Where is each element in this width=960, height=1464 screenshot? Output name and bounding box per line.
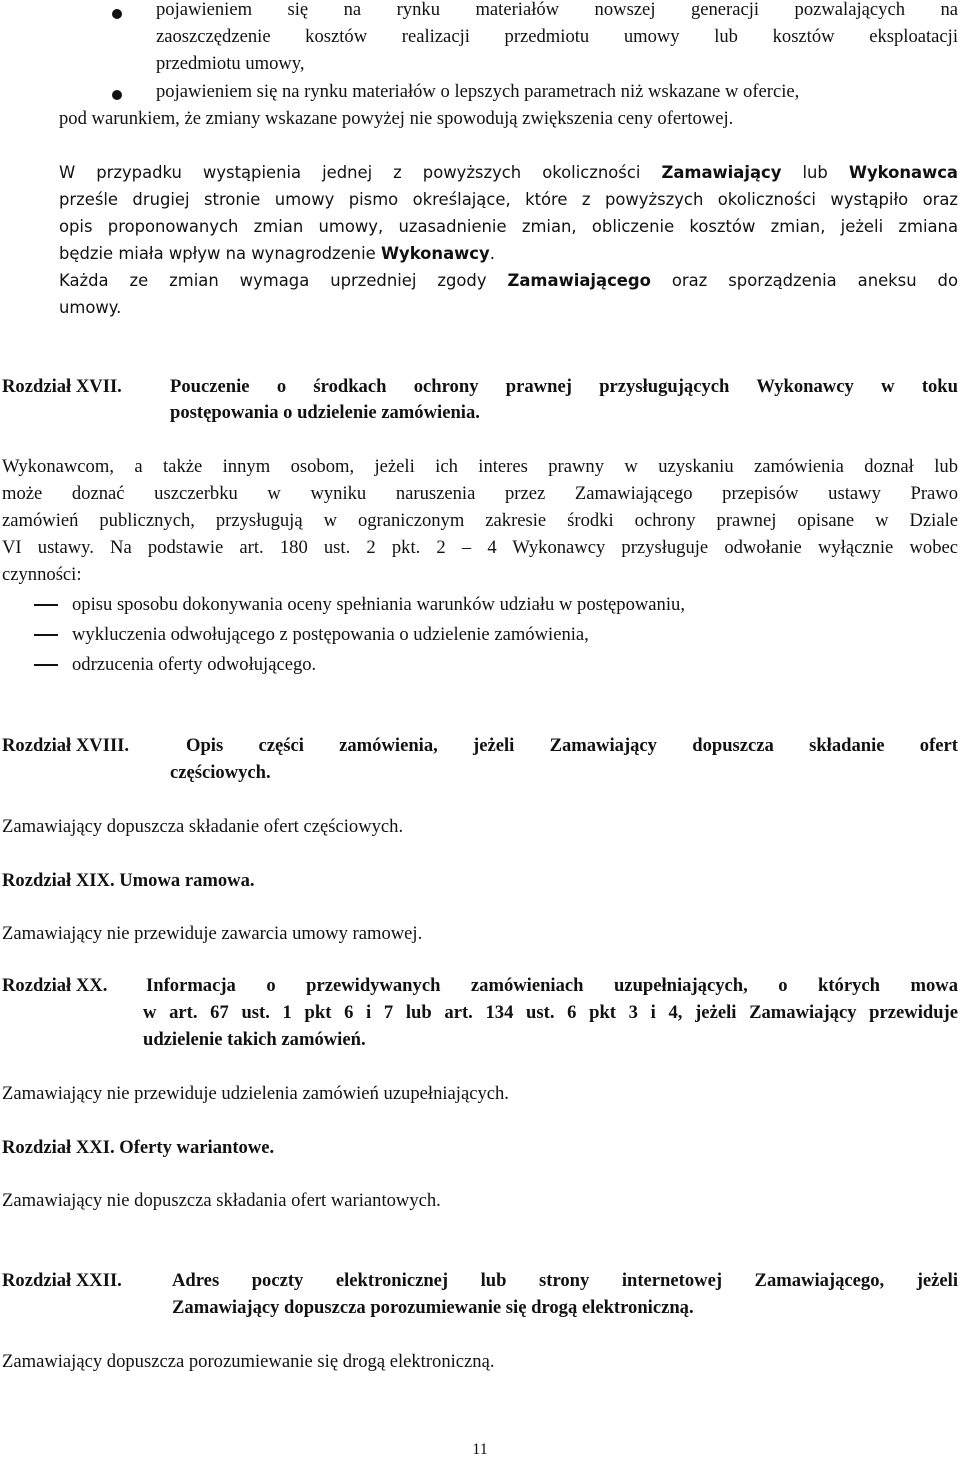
dash-icon [34,604,58,606]
chapter-number: Rozdział XVII. [2,376,122,397]
list-item: odrzucenia oferty odwołującego. [72,654,317,675]
chapter-title: Adres poczty elektronicznej lub strony internetowej Zamawiającego, jeżeli [172,1270,958,1291]
party-name: Zamawiający [661,163,782,182]
bullet-line: przedmiotu umowy, [156,53,305,74]
chapter-title: Opis części zamówienia, jeżeli Zamawiający dopuszcza składanie ofert [186,735,958,756]
bullet-line: pod warunkiem, że zmiany wskazane powyżej nie spowodują zwiększenia ceny ofertowej. [59,108,734,129]
chapter-title: udzielenie takich zamówień. [143,1029,366,1050]
party-name: Wykonawca [848,163,958,182]
paragraph-line: prześle drugiej stronie umowy pismo określające, które z powyższych okoliczności wystąpiło oraz [59,190,958,209]
page-number: 11 [472,1441,488,1458]
chapter-paragraph-line: zamówień publicznych, przysługują w ograniczonym zakresie środki ochrony prawnej opisane w Dziale [2,510,958,531]
chapter-paragraph-line: Wykonawcom, a także innym osobom, jeżeli ich interes prawny w uzyskaniu zamówienia doznał lub [2,456,958,477]
bullet-line: pojawieniem się na rynku materiałów nowszej generacji pozwalających na [156,0,958,20]
chapter-heading: Rozdział XIX. Umowa ramowa. [2,870,255,891]
chapter-paragraph: Zamawiający nie przewiduje udzielenia zamówień uzupełniających. [2,1083,509,1104]
chapter-title: Zamawiający dopuszcza porozumiewanie się drogą elektroniczną. [172,1297,694,1318]
bullet-line: pojawieniem się na rynku materiałów o lepszych parametrach niż wskazane w ofercie, [156,81,800,102]
chapter-paragraph-line: VI ustawy. Na podstawie art. 180 ust. 2 pkt. 2 – 4 Wykonawcy przysługuje odwołanie wyłącznie wobec [2,537,958,558]
paragraph-line: będzie miała wpływ na wynagrodzenie Wykonawcy. [59,244,495,263]
dash-icon [34,664,58,666]
chapter-number: Rozdział XXII. [2,1270,122,1291]
list-item: wykluczenia odwołującego z postępowania o udzielenie zamówienia, [72,624,589,645]
chapter-paragraph: Zamawiający nie dopuszcza składania ofert wariantowych. [2,1190,441,1211]
chapter-title: postępowania o udzielenie zamówienia. [170,402,480,423]
chapter-title: Pouczenie o środkach ochrony prawnej przysługujących Wykonawcy w toku [170,376,958,397]
chapter-title: Informacja o przewidywanych zamówieniach uzupełniających, o których mowa [146,975,958,996]
chapter-heading: Rozdział XXI. Oferty wariantowe. [2,1137,275,1158]
paragraph-line: umowy. [59,298,122,317]
bullet-icon [112,90,122,100]
chapter-paragraph: Zamawiający dopuszcza porozumiewanie się drogą elektroniczną. [2,1351,495,1372]
chapter-paragraph: Zamawiający dopuszcza składanie ofert częściowych. [2,816,404,837]
chapter-title: częściowych. [170,762,271,783]
party-name: Wykonawcy [380,244,490,263]
chapter-paragraph: Zamawiający nie przewiduje zawarcia umowy ramowej. [2,923,423,944]
paragraph-line: opis proponowanych zmian umowy, uzasadnienie zmian, obliczenie kosztów zmian, jeżeli zmiana [59,217,958,236]
chapter-paragraph-line: czynności: [2,564,82,585]
paragraph-line: W przypadku wystąpienia jednej z powyższych okoliczności Zamawiający lub Wykonawca [59,163,958,182]
chapter-number: Rozdział XX. [2,975,108,996]
chapter-number: Rozdział XVIII. [2,735,130,756]
paragraph-line: Każda ze zmian wymaga uprzedniej zgody Zamawiającego oraz sporządzenia aneksu do [59,271,958,290]
chapter-paragraph-line: może doznać uszczerbku w wyniku naruszenia przez Zamawiającego przepisów ustawy Prawo [2,483,958,504]
bullet-line: zaoszczędzenie kosztów realizacji przedmiotu umowy lub kosztów eksploatacji [156,26,958,47]
dash-icon [34,634,58,636]
bullet-icon [112,9,122,19]
chapter-title: w art. 67 ust. 1 pkt 6 i 7 lub art. 134 ust. 6 pkt 3 i 4, jeżeli Zamawiający przewiduje [143,1002,958,1023]
party-name: Zamawiającego [507,271,651,290]
list-item: opisu sposobu dokonywania oceny spełniania warunków udziału w postępowaniu, [72,594,685,615]
